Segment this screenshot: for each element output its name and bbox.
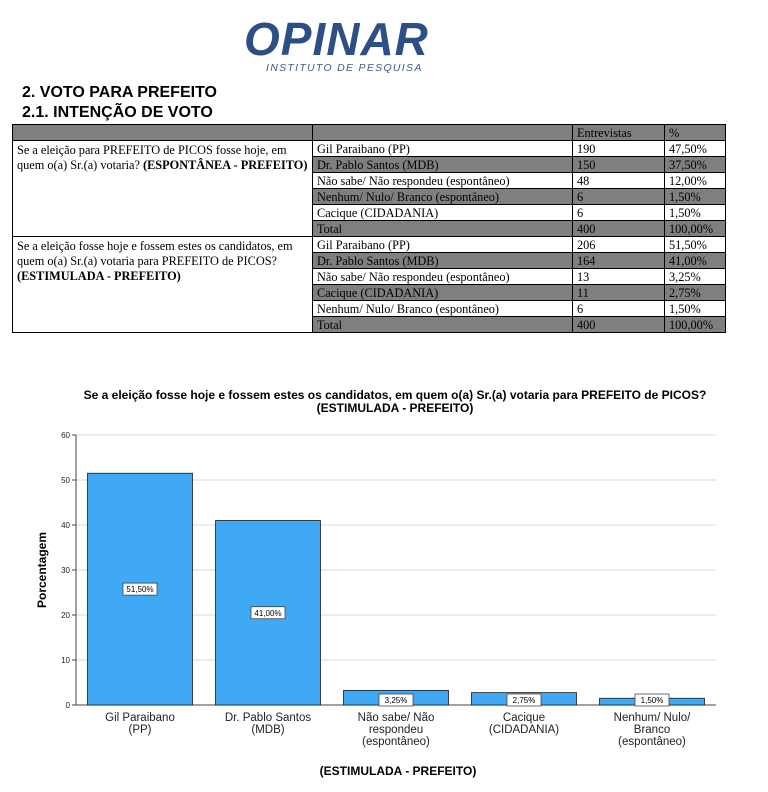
subsection-heading: 2.1. INTENÇÃO DE VOTO [22, 104, 213, 121]
table-row [13, 141, 726, 157]
question-spontaneous [13, 141, 313, 237]
data-label: 51,50% [126, 585, 154, 595]
category-label-line: (PP) [128, 724, 152, 736]
category-label-line: (CIDADANIA) [488, 724, 560, 736]
category-label [358, 712, 435, 748]
header-interviews: Entrevistas [573, 125, 665, 141]
vote-intention-table [12, 124, 726, 333]
row-percent: 51,50% [665, 237, 726, 253]
category-label-line: Branco [633, 724, 671, 736]
row-label: Nenhum/ Nulo/ Branco (espontâneo) [313, 189, 573, 205]
row-count: 13 [573, 269, 665, 285]
table-row [13, 237, 726, 253]
row-percent: 100,00% [665, 317, 726, 333]
chart-subtitle-line: (ESTIMULADA - PREFEITO) [316, 401, 474, 415]
y-axis-label: Porcentagem [35, 531, 49, 609]
row-percent: 1,50% [665, 301, 726, 317]
y-tick-label: 20 [61, 611, 70, 620]
row-label: Dr. Pablo Santos (MDB) [313, 157, 573, 173]
row-percent: 3,25% [665, 269, 726, 285]
row-count: 164 [573, 253, 665, 269]
row-label: Cacique (CIDADANIA) [313, 285, 573, 301]
row-count: 6 [573, 205, 665, 221]
row-label: Total [313, 317, 573, 333]
category-label [614, 712, 692, 748]
section-heading: 2. VOTO PARA PREFEITO [22, 84, 217, 101]
category-label [489, 712, 559, 736]
row-count: 206 [573, 237, 665, 253]
category-label-line: Não sabe/ Não [357, 712, 435, 724]
row-count: 6 [573, 301, 665, 317]
category-label-line: Dr. Pablo Santos [224, 712, 312, 724]
y-tick-label: 50 [61, 476, 70, 485]
row-count: 6 [573, 189, 665, 205]
row-percent: 47,50% [665, 141, 726, 157]
logo-subtitle: INSTITUTO DE PESQUISA [266, 62, 423, 74]
header-blank [13, 125, 313, 141]
row-label: Não sabe/ Não respondeu (espontâneo) [313, 269, 573, 285]
opinar-logo [244, 14, 434, 80]
row-label: Total [313, 221, 573, 237]
question-type: (ESTIMULADA - PREFEITO) [17, 269, 181, 283]
data-label: 2,75% [512, 696, 536, 705]
row-count: 11 [573, 285, 665, 301]
row-percent: 12,00% [665, 173, 726, 189]
y-tick-label: 60 [61, 431, 70, 440]
data-label: 41,00% [254, 608, 282, 618]
row-percent: 100,00% [665, 221, 726, 237]
vote-bar-chart [0, 420, 768, 760]
question-text: Se a eleição para PREFEITO de PICOS fosse hoje, em quem o(a) Sr.(a) votaria? [17, 143, 287, 172]
row-label: Gil Paraibano (PP) [313, 237, 573, 253]
row-label: Nenhum/ Nulo/ Branco (espontâneo) [313, 301, 573, 317]
category-label-line: Cacique [502, 712, 546, 724]
chart-title-line: Se a eleição fosse hoje e fossem estes os candidatos, em quem o(a) Sr.(a) votaria para PREFEITO de PICOS? [83, 388, 707, 402]
y-tick-label: 0 [65, 701, 70, 710]
row-count: 400 [573, 221, 665, 237]
row-label: Não sabe/ Não respondeu (espontâneo) [313, 173, 573, 189]
category-label-line: Nenhum/ Nulo/ [613, 712, 691, 724]
category-label-line: (espontâneo) [362, 736, 430, 748]
row-label: Dr. Pablo Santos (MDB) [313, 253, 573, 269]
row-count: 150 [573, 157, 665, 173]
chart-title [20, 389, 768, 415]
header-blank [313, 125, 573, 141]
category-label-line: (MDB) [251, 724, 285, 736]
row-count: 48 [573, 173, 665, 189]
y-tick-label: 40 [61, 521, 70, 530]
row-label: Gil Paraibano (PP) [313, 141, 573, 157]
category-label-line: Gil Paraibano [105, 712, 175, 724]
y-tick-label: 30 [61, 566, 70, 575]
logo-wordmark: OPINAR [244, 13, 429, 65]
category-label-line: (espontâneo) [618, 736, 686, 748]
row-percent: 2,75% [665, 285, 726, 301]
category-label-line: respondeu [368, 724, 424, 736]
category-label [225, 712, 312, 736]
row-count: 190 [573, 141, 665, 157]
data-label: 1,50% [640, 696, 664, 705]
data-label: 3,25% [384, 696, 408, 705]
y-tick-label: 10 [61, 656, 70, 665]
row-label: Cacique (CIDADANIA) [313, 205, 573, 221]
table-header-row [13, 125, 726, 141]
category-label [105, 712, 175, 736]
row-percent: 1,50% [665, 189, 726, 205]
question-stimulated [13, 237, 313, 333]
row-percent: 37,50% [665, 157, 726, 173]
header-percent: % [665, 125, 726, 141]
question-text: Se a eleição fosse hoje e fossem estes os candidatos, em quem o(a) Sr.(a) votaria para PREFEITO de PICOS? [17, 239, 293, 268]
row-percent: 41,00% [665, 253, 726, 269]
row-percent: 1,50% [665, 205, 726, 221]
row-count: 400 [573, 317, 665, 333]
x-axis-label: (ESTIMULADA - PREFEITO) [319, 764, 477, 778]
question-type: (ESPONTÂNEA - PREFEITO) [143, 158, 308, 172]
